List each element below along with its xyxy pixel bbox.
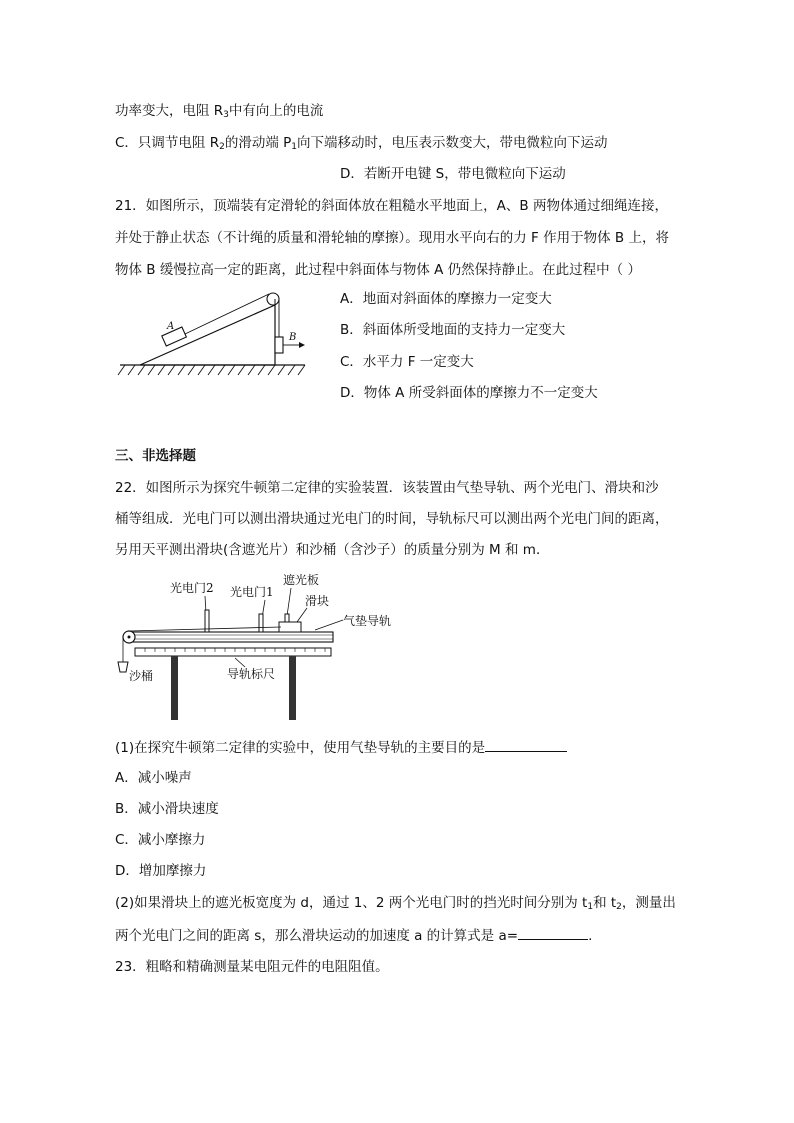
- gate1-label: 光电门1: [230, 585, 274, 599]
- block-a-label: A: [167, 321, 175, 332]
- q23-stem: 23．粗略和精确测量某电阻元件的电阻阻值。: [115, 959, 389, 975]
- q21-incline-figure: [115, 285, 315, 380]
- block-b-label: B: [289, 332, 297, 343]
- section-title: 三、非选择题: [115, 448, 196, 464]
- q22-airtrack-figure: [115, 570, 415, 725]
- q22-sub2-blank[interactable]: [518, 925, 588, 940]
- q20-option-d: D．若断开电键 S，带电微粒向下运动: [340, 166, 566, 182]
- q21-stem-line2: 并处于静止状态（不计绳的质量和滑轮轴的摩擦）。现用水平向右的力 F 作用于物体 B 上，将: [115, 230, 669, 246]
- slider-label: 滑块: [305, 594, 330, 608]
- ruler-label: 导轨标尺: [227, 667, 276, 681]
- q21-option-c: C．水平力 F 一定变大: [340, 354, 474, 370]
- q22-stem-line1: 22．如图所示为探究牛顿第二定律的实验装置．该装置由气垫导轨、两个光电门、滑块和沙: [115, 480, 659, 496]
- q20-option-c: C．只调节电阻 $R_2$的滑动端 $P_1$向下端移动时，电压表示数变大，带电微粒向下运动: [115, 135, 608, 152]
- q22-sub2-line1: (2)如果滑块上的遮光板宽度为 d，通过 1、2 两个光电门时的挡光时间分别为 $t_1$和 $t_2$，测量出: [115, 895, 676, 912]
- q22-option-b: B．减小滑块速度: [115, 801, 219, 817]
- q20-line1: 功率变大，电阻 $R_3$中有向上的电流: [115, 103, 324, 120]
- q21-stem-line3: 物体 B 缓慢拉高一定的距离，此过程中斜面体与物体 A 仍然保持静止。在此过程中（ ）: [115, 262, 641, 278]
- q22-stem-line2: 桶等组成．光电门可以测出滑块通过光电门的时间，导轨标尺可以测出两个光电门间的距离，: [115, 511, 669, 527]
- q21-stem-line1: 21．如图所示，顶端装有定滑轮的斜面体放在粗糙水平地面上，A、B 两物体通过细绳连接，: [115, 198, 668, 214]
- q22-stem-line3: 另用天平测出滑块(含遮光片）和沙桶（含沙子）的质量分别为 M 和 m．: [115, 542, 550, 558]
- q22-option-a: A．减小噪声: [115, 770, 192, 786]
- bucket-label: 沙桶: [129, 669, 154, 683]
- q21-option-a: A．地面对斜面体的摩擦力一定变大: [340, 291, 552, 307]
- q22-sub1: (1)在探究牛顿第二定律的实验中，使用气垫导轨的主要目的是: [115, 737, 567, 758]
- q22-sub2-line2: 两个光电门之间的距离 s，那么滑块运动的加速度 a 的计算式是 a= .: [115, 925, 592, 946]
- q22-option-d: D．增加摩擦力: [115, 863, 207, 879]
- track-label: 气垫导轨: [343, 614, 392, 628]
- shade-label: 遮光板: [283, 573, 320, 587]
- q21-option-b: B．斜面体所受地面的支持力一定变大: [340, 322, 566, 338]
- q21-option-d: D．物体 A 所受斜面体的摩擦力不一定变大: [340, 385, 598, 401]
- q22-sub1-blank[interactable]: [485, 737, 567, 752]
- gate2-label: 光电门2: [170, 581, 214, 595]
- q22-option-c: C．减小摩擦力: [115, 832, 206, 848]
